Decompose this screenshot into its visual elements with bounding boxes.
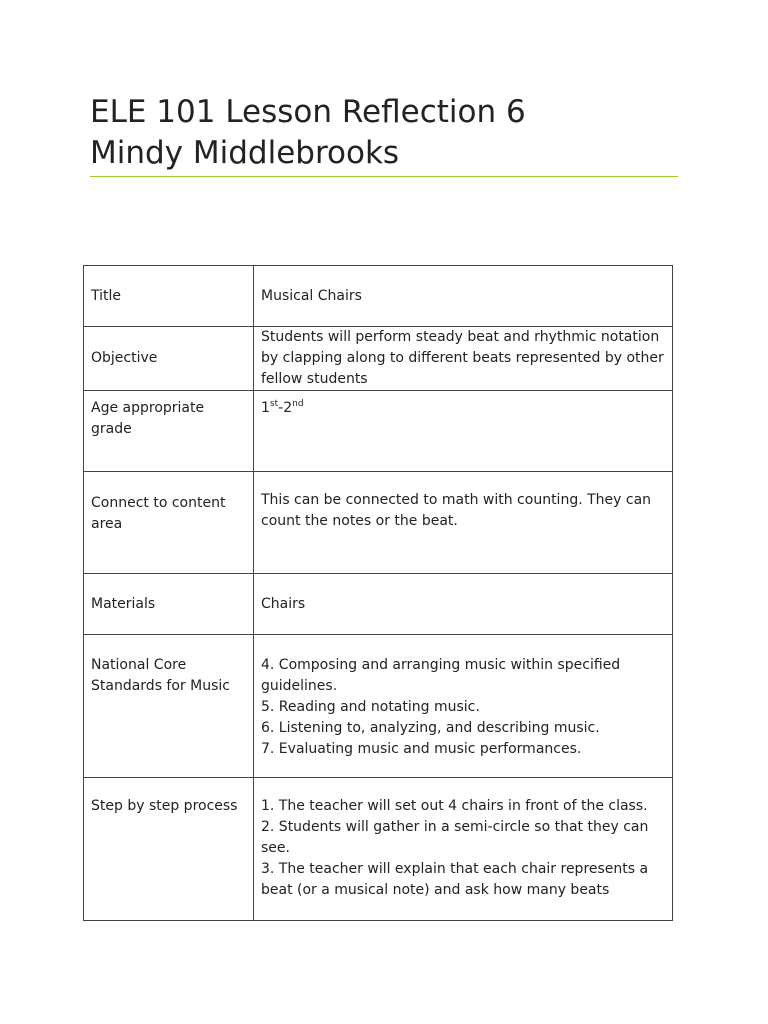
standards-item: 4. Composing and arranging music within specified guidelines. bbox=[261, 657, 621, 694]
standards-item: 7. Evaluating music and music performances. bbox=[261, 741, 582, 757]
row-label-content: Connect to content area bbox=[84, 472, 254, 574]
table-row bbox=[84, 391, 673, 472]
grade-start: 1 bbox=[261, 400, 270, 416]
row-value-grade bbox=[254, 391, 673, 472]
table-row bbox=[84, 327, 673, 391]
grade-dash: - bbox=[278, 400, 284, 416]
row-value-standards bbox=[254, 635, 673, 778]
process-step: 2. Students will gather in a semi-circle so that they can see. bbox=[261, 819, 649, 856]
row-value-materials: Chairs bbox=[254, 574, 673, 635]
grade-end-suffix: nd bbox=[292, 399, 304, 409]
row-label-materials: Materials bbox=[84, 574, 254, 635]
document-title-line-1: ELE 101 Lesson Reflection 6 bbox=[90, 94, 526, 130]
row-label-objective: Objective bbox=[84, 327, 254, 391]
grade-start-suffix: st bbox=[269, 399, 279, 409]
row-label-standards: National Core Standards for Music bbox=[84, 635, 254, 778]
row-value-content: This can be connected to math with counting. They can count the notes or the beat. bbox=[254, 472, 673, 574]
grade-end: 2 bbox=[283, 400, 293, 416]
lesson-table bbox=[83, 265, 673, 921]
document-title bbox=[90, 92, 690, 174]
row-value-objective: Students will perform steady beat and rhythmic notation by clapping along to different beats represented by other fellow students bbox=[254, 327, 673, 391]
row-value-title: Musical Chairs bbox=[254, 266, 673, 327]
process-step: 3. The teacher will explain that each chair represents a beat (or a musical note) and ask how many beats bbox=[261, 861, 649, 898]
table-row bbox=[84, 778, 673, 921]
table-row bbox=[84, 266, 673, 327]
standards-item: 6. Listening to, analyzing, and describing music. bbox=[261, 720, 600, 736]
table-row bbox=[84, 635, 673, 778]
table-row bbox=[84, 472, 673, 574]
row-label-grade: Age appropriate grade bbox=[84, 391, 254, 472]
document-title-line-2: Mindy Middlebrooks bbox=[90, 135, 400, 171]
table-row bbox=[84, 574, 673, 635]
row-label-process: Step by step process bbox=[84, 778, 254, 921]
row-label-title: Title bbox=[84, 266, 254, 327]
process-step: 1. The teacher will set out 4 chairs in front of the class. bbox=[261, 798, 648, 814]
row-value-process bbox=[254, 778, 673, 921]
title-divider bbox=[90, 176, 678, 177]
standards-item: 5. Reading and notating music. bbox=[261, 699, 480, 715]
